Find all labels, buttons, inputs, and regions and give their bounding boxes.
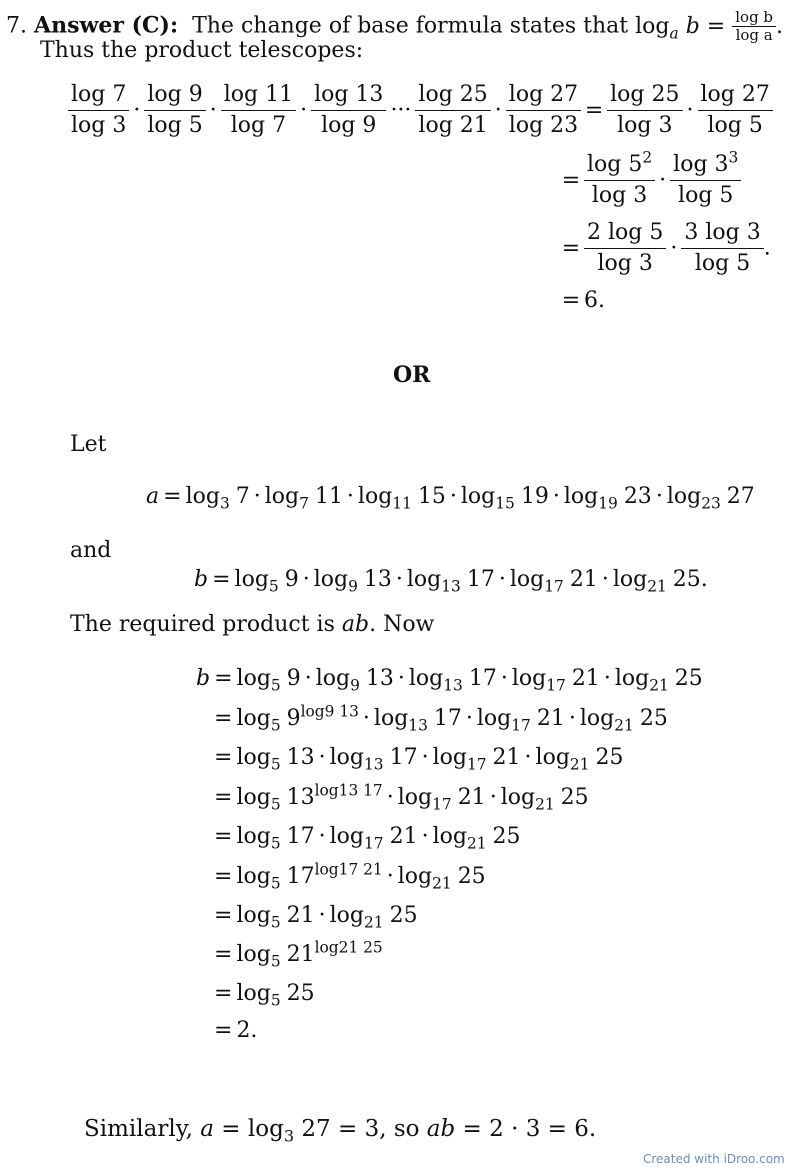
log-argument: 9 bbox=[284, 567, 299, 592]
fraction bbox=[68, 84, 129, 137]
problem-number: 7. bbox=[6, 13, 27, 39]
fraction-denominator: log 7 bbox=[230, 113, 287, 138]
multiply-dot: · bbox=[449, 484, 457, 509]
intro-text: The change of base formula states that bbox=[192, 13, 629, 39]
equals-sign: = bbox=[561, 235, 581, 261]
log-word: log bbox=[329, 824, 364, 849]
log-argument: 21 bbox=[569, 567, 598, 592]
multiply-dot: · bbox=[253, 484, 261, 509]
fraction bbox=[221, 84, 296, 137]
log-argument: 25 bbox=[492, 824, 521, 849]
exponent: log17 21 bbox=[314, 860, 383, 879]
log-word: log bbox=[236, 785, 271, 810]
equals-sign: = bbox=[214, 942, 233, 967]
equals-sign: = bbox=[214, 745, 233, 770]
log-argument: 17 bbox=[389, 745, 418, 770]
required-product-text: The required product is ab. Now bbox=[70, 612, 435, 637]
log-argument: 9 bbox=[286, 706, 301, 731]
telescope-text: Thus the product telescopes: bbox=[40, 38, 364, 63]
log-word: log bbox=[373, 706, 409, 731]
variable-b: b bbox=[194, 567, 209, 592]
log-argument: 25 bbox=[560, 785, 589, 810]
fraction-numerator: log 25 bbox=[607, 84, 682, 111]
multiply-dot: · bbox=[659, 167, 667, 193]
fraction bbox=[311, 84, 386, 137]
log-base: 5 bbox=[270, 795, 281, 814]
answer-label: Answer (C): bbox=[34, 12, 179, 39]
fraction bbox=[584, 148, 655, 208]
multiply-dot: · bbox=[421, 824, 429, 849]
exponent: log9 13 bbox=[300, 702, 359, 721]
log-argument: 13 bbox=[286, 745, 315, 770]
log-argument: 25 bbox=[286, 981, 315, 1006]
log-argument: 21 bbox=[286, 942, 315, 967]
log-word: log bbox=[236, 666, 271, 691]
log-word: log bbox=[236, 981, 271, 1006]
log-argument: 9 bbox=[286, 666, 301, 691]
log-word: log bbox=[264, 484, 300, 509]
log-base: 3 bbox=[219, 494, 230, 513]
fraction-numerator: log 11 bbox=[221, 84, 296, 111]
equals-sign: = bbox=[214, 785, 233, 810]
log-argument: 25 bbox=[639, 706, 668, 731]
derivation-line bbox=[196, 860, 486, 893]
equals-sign: = bbox=[214, 864, 233, 889]
log-base: 17 bbox=[511, 716, 531, 735]
fraction-numerator: $\log 3^3$ bbox=[670, 154, 741, 181]
log-argument: 7 bbox=[235, 484, 250, 509]
log-argument: 23 bbox=[623, 484, 652, 509]
derivation-line bbox=[196, 1020, 257, 1042]
multiply-dot: · bbox=[500, 666, 508, 691]
fraction-numerator: 3 log 3 bbox=[681, 222, 763, 249]
log-word: log bbox=[357, 484, 393, 509]
log-base: 23 bbox=[701, 494, 721, 513]
log-base: 17 bbox=[432, 795, 452, 814]
log-word: log bbox=[460, 484, 496, 509]
equals-sign: = bbox=[584, 97, 604, 123]
log-word: log bbox=[511, 666, 547, 691]
log-word: log bbox=[476, 706, 512, 731]
fraction bbox=[698, 84, 773, 137]
formula-fraction: $\frac{\text{log b}}{\text{log a}}$ bbox=[732, 10, 776, 43]
log-argument: 21 bbox=[389, 824, 418, 849]
fraction-denominator: log 21 bbox=[418, 113, 488, 138]
multiply-dot: · bbox=[397, 666, 405, 691]
multiply-dot: · bbox=[465, 706, 473, 731]
multiply-dot: · bbox=[494, 97, 502, 123]
log-word: log bbox=[432, 745, 467, 770]
fraction-numerator: $\log 5^2$ bbox=[584, 154, 655, 181]
fraction bbox=[584, 222, 666, 275]
log-word: log bbox=[236, 864, 271, 889]
fraction-denominator: log 5 bbox=[694, 251, 751, 276]
derivation-line bbox=[196, 666, 703, 695]
log-base: 21 bbox=[432, 874, 452, 893]
multiply-dot: · bbox=[362, 706, 370, 731]
log-word: log bbox=[579, 706, 615, 731]
multiply-dot: · bbox=[601, 567, 609, 592]
let-label: Let bbox=[70, 432, 107, 457]
derivation-line bbox=[196, 824, 521, 853]
log-word: log bbox=[185, 484, 220, 509]
log-base: 13 bbox=[443, 676, 463, 695]
log-argument: 25 bbox=[595, 745, 624, 770]
log-argument: 25 bbox=[674, 666, 703, 691]
log-base: 9 bbox=[350, 676, 360, 695]
b-definition bbox=[194, 567, 708, 596]
equals-sign: = bbox=[214, 706, 233, 731]
log-argument: 13 bbox=[363, 567, 392, 592]
log-word: log bbox=[397, 785, 433, 810]
multiply-dot: · bbox=[524, 745, 532, 770]
fraction-numerator: log 13 bbox=[311, 84, 386, 111]
log-argument: 11 bbox=[314, 484, 343, 509]
equals-sign: = bbox=[214, 1018, 233, 1043]
fraction-numerator: log 9 bbox=[144, 84, 205, 111]
derivation-line bbox=[196, 781, 589, 814]
log-word: log bbox=[432, 824, 467, 849]
log-base: 5 bbox=[270, 716, 281, 735]
equals-sign: = bbox=[214, 981, 233, 1006]
multiply-dot: · bbox=[552, 484, 560, 509]
fraction-numerator: log 27 bbox=[698, 84, 773, 111]
log-base: 5 bbox=[270, 834, 281, 853]
log-base: 21 bbox=[647, 577, 667, 596]
multiply-dot: · bbox=[318, 745, 326, 770]
fraction-denominator: log 3 bbox=[71, 113, 127, 138]
log-base: 5 bbox=[270, 991, 281, 1010]
log-base: 5 bbox=[270, 755, 281, 774]
fraction-denominator: log 9 bbox=[321, 113, 377, 138]
step-2 bbox=[558, 148, 741, 208]
fraction-numerator: log 7 bbox=[68, 84, 129, 111]
log-base: 21 bbox=[466, 834, 487, 853]
log-base: 9 bbox=[348, 577, 358, 596]
equals-sign: = bbox=[214, 666, 233, 691]
log-word: log bbox=[509, 567, 545, 592]
fraction bbox=[607, 84, 682, 137]
multiply-dot: · bbox=[655, 484, 663, 509]
watermark: Created with iDroo.com bbox=[643, 1152, 785, 1166]
equals-sign: = bbox=[212, 567, 231, 592]
fraction-denominator: log 23 bbox=[508, 113, 579, 138]
log-argument: 21 bbox=[536, 706, 565, 731]
fraction-denominator: log 5 bbox=[678, 183, 734, 208]
multiply-dot: · bbox=[302, 567, 310, 592]
log-word: log bbox=[408, 666, 444, 691]
multiply-dot: · bbox=[386, 785, 394, 810]
log-word: log bbox=[563, 484, 599, 509]
log-argument: 25 bbox=[457, 864, 486, 889]
log-word: log bbox=[313, 567, 349, 592]
log-base: 17 bbox=[363, 834, 384, 853]
multiply-dot: · bbox=[489, 785, 497, 810]
log-base: 5 bbox=[270, 676, 281, 695]
equals-sign: = bbox=[214, 903, 233, 928]
log-base: 7 bbox=[299, 494, 309, 513]
log-word: log bbox=[612, 567, 648, 592]
log-argument: 21 bbox=[492, 745, 521, 770]
log-base: 21 bbox=[614, 716, 634, 735]
log-word: log bbox=[315, 666, 351, 691]
fraction bbox=[415, 84, 490, 137]
multiply-dot: · bbox=[395, 567, 403, 592]
log-word: log bbox=[236, 903, 271, 928]
multiply-dot: · bbox=[670, 235, 678, 261]
log-base: 21 bbox=[535, 795, 555, 814]
log-word: log bbox=[236, 824, 271, 849]
fraction bbox=[506, 84, 581, 137]
log-base: 5 bbox=[270, 952, 281, 971]
log-argument: 17 bbox=[433, 706, 462, 731]
log-argument: 13 bbox=[286, 785, 315, 810]
derivation-line bbox=[196, 702, 668, 735]
log-base: 13 bbox=[363, 755, 384, 774]
log-base: 17 bbox=[546, 676, 566, 695]
log-base: 21 bbox=[649, 676, 669, 695]
telescoping-product bbox=[68, 84, 773, 137]
ellipsis: ··· bbox=[390, 97, 412, 123]
fraction-denominator: log 5 bbox=[707, 113, 763, 138]
log-argument: 13 bbox=[365, 666, 394, 691]
log-base: 21 bbox=[363, 913, 384, 932]
fraction-numerator: log 25 bbox=[415, 84, 490, 111]
multiply-dot: · bbox=[568, 706, 576, 731]
similarly-line: Similarly, $a = \log_3 27 = 3$, so ab = 2 · 3 = 6. bbox=[84, 1116, 597, 1146]
equals-sign: = bbox=[561, 167, 581, 193]
log-argument: 17 bbox=[466, 567, 495, 592]
and-label: and bbox=[70, 538, 112, 563]
log-base: 5 bbox=[268, 577, 279, 596]
step-3 bbox=[558, 222, 771, 275]
period: . bbox=[700, 567, 708, 592]
log-word: log bbox=[329, 745, 364, 770]
derivation-line bbox=[196, 903, 418, 932]
log-word: log bbox=[329, 903, 364, 928]
fraction bbox=[670, 148, 741, 208]
log-word: log bbox=[397, 864, 433, 889]
fraction-denominator: log 5 bbox=[147, 113, 203, 138]
log-word: log bbox=[535, 745, 570, 770]
fraction-numerator: 2 log 5 bbox=[584, 222, 666, 249]
log-word: log bbox=[236, 706, 271, 731]
derivation-line bbox=[196, 981, 315, 1010]
log-word: log bbox=[614, 666, 650, 691]
change-of-base-formula: $\log_a b$ = $\frac{\text{log b}}{\text{log a}}$ . bbox=[635, 8, 784, 44]
log-base: 21 bbox=[569, 755, 590, 774]
log-base: 19 bbox=[598, 494, 618, 513]
log-base: 5 bbox=[270, 913, 281, 932]
log-word: log bbox=[500, 785, 536, 810]
fraction bbox=[144, 84, 205, 137]
log-word: log bbox=[236, 745, 271, 770]
log-argument: 17 bbox=[286, 824, 315, 849]
multiply-dot: · bbox=[498, 567, 506, 592]
fraction-denominator: log 3 bbox=[597, 251, 653, 276]
fraction-numerator: log 27 bbox=[506, 84, 581, 111]
or-heading: OR bbox=[393, 362, 431, 388]
fraction bbox=[681, 222, 763, 275]
log-argument: 17 bbox=[286, 864, 315, 889]
multiply-dot: · bbox=[318, 824, 326, 849]
multiply-dot: · bbox=[209, 97, 217, 123]
derivation-result: 2. bbox=[236, 1018, 258, 1043]
log-argument: 19 bbox=[520, 484, 549, 509]
fraction-denominator: log 3 bbox=[617, 113, 673, 138]
variable-a: a bbox=[146, 484, 160, 509]
log-word: log bbox=[666, 484, 702, 509]
a-definition bbox=[146, 484, 755, 513]
log-argument: 21 bbox=[457, 785, 486, 810]
exponent: log13 17 bbox=[314, 781, 383, 800]
equals-sign: = bbox=[163, 484, 182, 509]
multiply-dot: · bbox=[300, 97, 308, 123]
log-base: 5 bbox=[270, 874, 281, 893]
equals-sign: = bbox=[214, 824, 233, 849]
log-argument: 27 bbox=[726, 484, 755, 509]
log-base: 15 bbox=[495, 494, 515, 513]
multiply-dot: · bbox=[133, 97, 141, 123]
multiply-dot: · bbox=[386, 864, 394, 889]
period: . bbox=[763, 235, 771, 261]
log-argument: 21 bbox=[286, 903, 315, 928]
log-word: log bbox=[406, 567, 442, 592]
log-argument: 25 bbox=[389, 903, 418, 928]
multiply-dot: · bbox=[603, 666, 611, 691]
log-argument: 21 bbox=[571, 666, 600, 691]
log-word: log bbox=[236, 942, 271, 967]
derivation-line bbox=[196, 938, 383, 971]
multiply-dot: · bbox=[346, 484, 354, 509]
log-word: log bbox=[234, 567, 269, 592]
exponent: log21 25 bbox=[314, 938, 383, 957]
variable-b: b bbox=[196, 666, 211, 691]
log-argument: 15 bbox=[417, 484, 446, 509]
log-argument: 17 bbox=[468, 666, 497, 691]
multiply-dot: · bbox=[686, 97, 694, 123]
log-base: 17 bbox=[466, 755, 487, 774]
derivation-line bbox=[196, 745, 624, 774]
log-base: 13 bbox=[441, 577, 461, 596]
log-base: 11 bbox=[392, 494, 412, 513]
step-result: = 6. bbox=[561, 288, 605, 313]
fraction-denominator: log 3 bbox=[591, 183, 648, 208]
multiply-dot: · bbox=[421, 745, 429, 770]
multiply-dot: · bbox=[304, 666, 312, 691]
log-base: 17 bbox=[544, 577, 564, 596]
multiply-dot: · bbox=[318, 903, 326, 928]
log-base: 13 bbox=[408, 716, 428, 735]
log-argument: 25 bbox=[672, 567, 701, 592]
